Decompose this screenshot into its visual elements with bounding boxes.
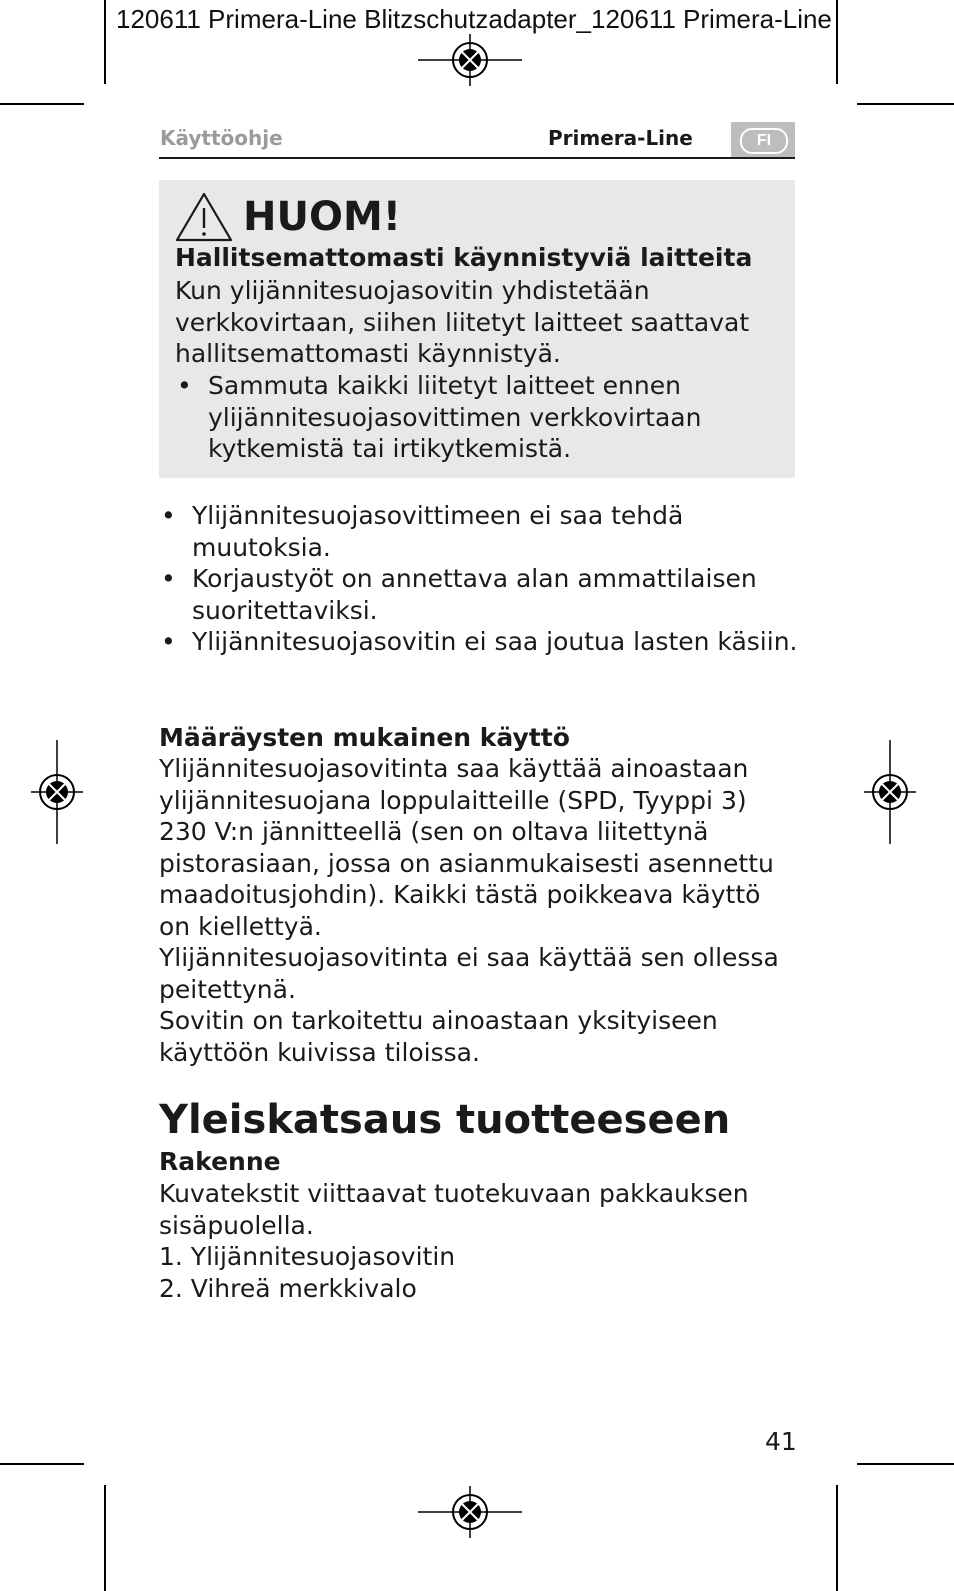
warning-box <box>159 180 795 478</box>
crop-mark-top-left-horizontal <box>0 103 84 105</box>
crop-mark-bottom-left-vertical <box>104 1485 106 1591</box>
print-slug-line: 120611 Primera-Line Blitzschutzadapter_120611 Primera-Line <box>116 4 832 34</box>
header-section-label: Käyttöohje <box>160 126 283 150</box>
parts-list <box>159 1241 799 1304</box>
structure-subheading: Rakenne <box>159 1147 281 1176</box>
registration-mark-bottom-icon <box>418 1486 522 1538</box>
warning-bullet-text: Sammuta kaikki liitetyt laitteet ennen ylijännitesuojasovittimen verkkovirtaan kytkemistä tai irtikytkemistä. <box>208 371 702 463</box>
crop-mark-bottom-left-horizontal <box>0 1463 84 1465</box>
warning-triangle-icon <box>175 192 233 242</box>
warning-bullet-item <box>175 370 808 465</box>
crop-mark-top-left-vertical <box>104 0 106 84</box>
language-badge <box>731 122 795 158</box>
language-badge-label: FI <box>740 128 788 154</box>
warning-text: Kun ylijännitesuojasovitin yhdistetään verkkovirtaan, siihen liitetyt laitteet saattavat hallitsemattomasti käynnistyä. <box>175 276 750 368</box>
intended-use-body <box>159 753 799 1068</box>
list-item <box>159 500 799 563</box>
list-item: 2. Vihreä merkkivalo <box>159 1273 417 1303</box>
paragraph: Ylijännitesuojasovitinta ei saa käyttää sen ollessa peitettynä. <box>159 943 779 1004</box>
crop-mark-top-right-horizontal <box>857 103 954 105</box>
rule-text: Ylijännitesuojasovitin ei saa joutua lasten käsiin. <box>192 627 798 656</box>
rule-text: Korjaustyöt on annettava alan ammattilaisen suoritettaviksi. <box>192 564 757 625</box>
bullet-glyph: • <box>161 501 176 530</box>
list-item <box>159 626 799 658</box>
bullet-glyph: • <box>161 627 176 656</box>
bullet-glyph: • <box>177 371 192 400</box>
list-item: 1. Ylijännitesuojasovitin <box>159 1242 456 1271</box>
registration-mark-top-icon <box>418 34 522 86</box>
warning-subtitle: Hallitsemattomasti käynnistyviä laitteita <box>175 243 753 272</box>
list-item <box>159 563 799 626</box>
header-brand: Primera-Line <box>548 126 693 150</box>
warning-title: HUOM! <box>243 194 402 240</box>
paragraph: Ylijännitesuojasovitinta saa käyttää ainoastaan ylijännitesuojana loppulaitteille (SPD, Tyyppi 3) 230 V:n jännitteellä (sen on oltava liitettynä pistorasiaan, jossa on asianmukaisesti asennettu maadoitusjohdin). Kaikki tästä poikkeava käyttö on kiellettyä. <box>159 754 774 941</box>
bullet-glyph: • <box>161 564 176 593</box>
registration-mark-right-icon <box>864 740 916 844</box>
safety-rules-list <box>159 500 799 658</box>
crop-mark-bottom-right-horizontal <box>857 1463 954 1465</box>
registration-mark-left-icon <box>31 740 83 844</box>
overview-text: Kuvatekstit viittaavat tuotekuvaan pakkauksen sisäpuolella. <box>159 1179 749 1240</box>
overview-heading: Yleiskatsaus tuotteeseen <box>159 1097 731 1143</box>
intended-use-heading: Määräysten mukainen käyttö <box>159 723 570 752</box>
header-divider <box>159 157 795 159</box>
paragraph: Sovitin on tarkoitettu ainoastaan yksityiseen käyttöön kuivissa tiloissa. <box>159 1006 718 1067</box>
rule-text: Ylijännitesuojasovittimeen ei saa tehdä muutoksia. <box>192 501 684 562</box>
crop-mark-bottom-right-vertical <box>836 1485 838 1591</box>
page-number: 41 <box>765 1427 797 1456</box>
crop-mark-top-right-vertical <box>836 0 838 84</box>
